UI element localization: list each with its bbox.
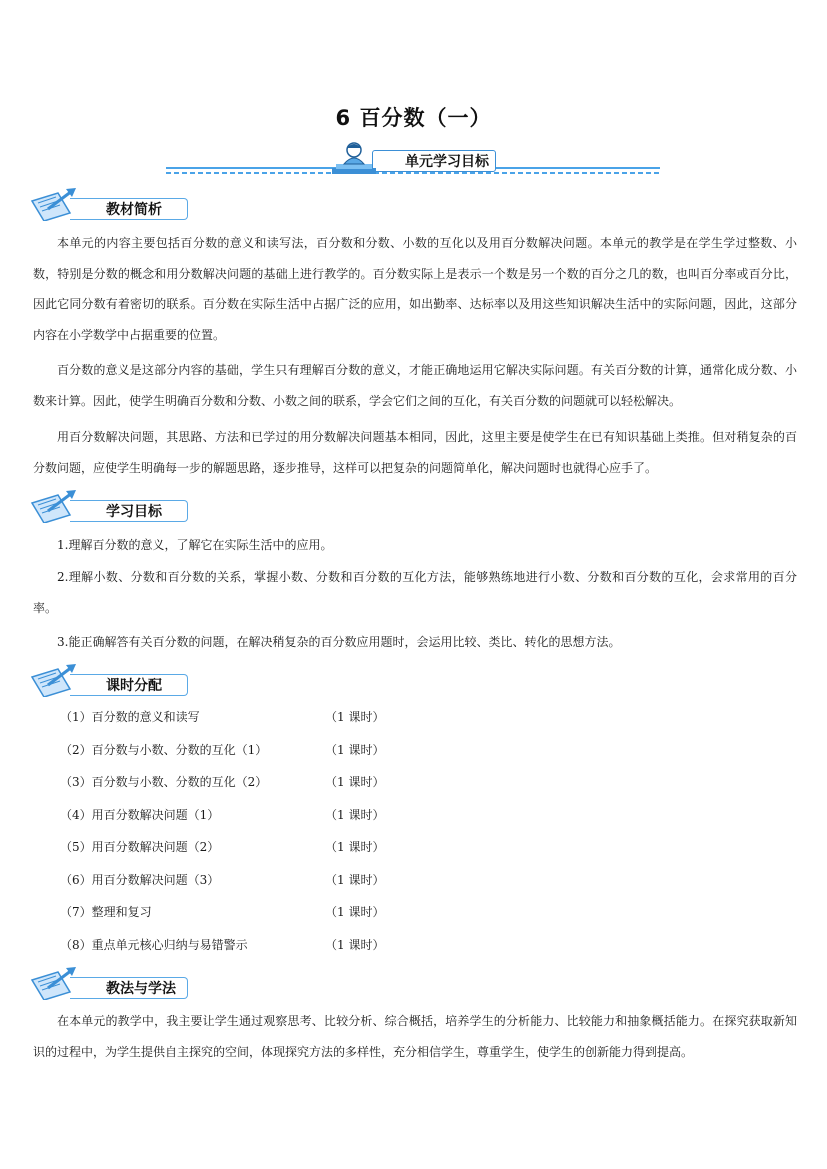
section-heading-materials	[28, 187, 168, 221]
schedule-hours: （1 课时）	[325, 840, 385, 854]
schedule-row	[60, 837, 460, 857]
schedule-row	[60, 772, 460, 792]
schedule-topic: （5）用百分数解决问题（2）	[60, 840, 220, 854]
schedule-hours: （1 课时）	[325, 775, 385, 789]
schedule-row	[60, 902, 460, 922]
schedule-topic: （2）百分数与小数、分数的互化（1）	[60, 742, 268, 757]
section-heading-schedule	[28, 663, 168, 697]
schedule-topic: （4）用百分数解决问题（1）	[60, 807, 220, 822]
schedule-row	[60, 740, 460, 760]
schedule-topic: （1）百分数的意义和读写	[60, 710, 200, 724]
schedule-hours: （1 课时）	[325, 872, 385, 887]
page-title: 6 百分数（一）	[335, 106, 492, 130]
paragraph: 在本单元的教学中，我主要让学生通过观察思考、比较分析、综合概括，培养学生的分析能力、比较能力和抽象概括能力。在探究获取新知识的过程中，为学生提供自主探究的空间，体现探究方法的多样性，充分相信学生，尊重学生，使学生的创新能力得到提高。	[33, 1014, 797, 1059]
section-heading-methods	[28, 966, 176, 1000]
schedule-row	[60, 935, 460, 955]
section-heading-label: 学习目标	[70, 500, 188, 522]
banner-label: 单元学习目标	[372, 150, 496, 172]
paragraph: 本单元的内容主要包括百分数的意义和读写法，百分数和分数、小数的互化以及用百分数解决问题。本单元的教学是在学生学过整数、小数，特别是分数的概念和用分数解决问题的基础上进行教学的。百分数实际上是表示一个数是另一个数的百分之几的数，也叫百分率或百分比，因此它同分数有着密切的联系。百分数在实际生活中占据广泛的应用，如出勤率、达标率以及用这些知识解决生活中的实际问题，因此，这部分内容在小学数学中占据重要的位置。	[33, 236, 797, 342]
section-heading-label: 课时分配	[70, 674, 188, 696]
schedule-hours: （1 课时）	[325, 710, 385, 724]
schedule-topic: （6）用百分数解决问题（3）	[60, 872, 220, 887]
goal-item: 3.能正确解答有关百分数的问题，在解决稍复杂的百分数应用题时，会运用比较、类比、转化的思想方法。	[57, 635, 621, 649]
schedule-hours: （1 课时）	[325, 742, 385, 757]
student-reading-icon	[326, 140, 382, 178]
section-heading-label: 教材简析	[70, 198, 188, 220]
paragraph: 用百分数解决问题，其思路、方法和已学过的用分数解决问题基本相同，因此，这里主要是使学生在已有知识基础上类推。但对稍复杂的百分数问题，应使学生明确每一步的解题思路，逐步推导，这样可以把复杂的问题简单化，解决问题时也就得心应手了。	[33, 430, 797, 475]
schedule-hours: （1 课时）	[325, 905, 385, 919]
schedule-hours: （1 课时）	[325, 807, 385, 822]
schedule-row	[60, 870, 460, 890]
schedule-row	[60, 707, 460, 727]
goal-item: 1.理解百分数的意义，了解它在实际生活中的应用。	[57, 538, 333, 552]
unit-goals-banner	[166, 140, 660, 178]
paragraph: 百分数的意义是这部分内容的基础，学生只有理解百分数的意义，才能正确地运用它解决实际问题。有关百分数的计算，通常化成分数、小数来计算。因此，使学生明确百分数和分数、小数之间的联系，学会它们之间的互化，有关百分数的问题就可以轻松解决。	[33, 363, 797, 408]
goal-item: 2.理解小数、分数和百分数的关系，掌握小数、分数和百分数的互化方法，能够熟练地进行小数、分数和百分数的互化，会求常用的百分率。	[33, 570, 797, 615]
section-heading-label: 教法与学法	[70, 977, 188, 999]
schedule-topic: （7）整理和复习	[60, 905, 152, 919]
schedule-hours: （1 课时）	[325, 937, 385, 952]
schedule-topic: （8）重点单元核心归纳与易错警示	[60, 937, 248, 952]
schedule-topic: （3）百分数与小数、分数的互化（2）	[60, 775, 268, 789]
section-heading-goals	[28, 489, 168, 523]
schedule-row	[60, 805, 460, 825]
